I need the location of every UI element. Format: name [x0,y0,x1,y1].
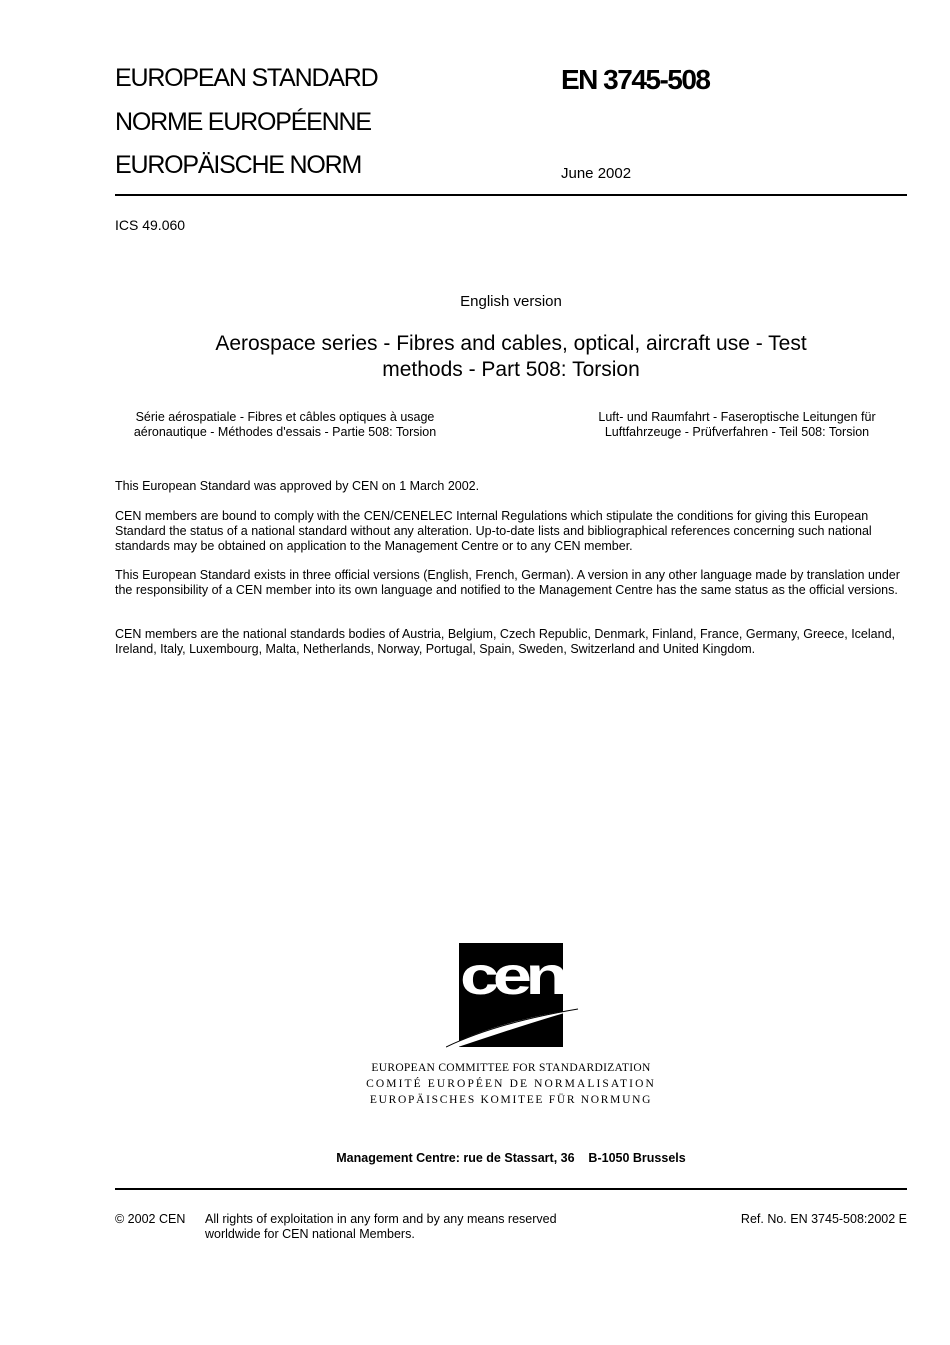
committee-name-english: EUROPEAN COMMITTEE FOR STANDARDIZATION [371,1062,651,1074]
compliance-paragraph: CEN members are bound to comply with the CEN/CENELEC Internal Regulations which stipulate the conditions for giving this European Standard the status of a national standard without any alteration. Up-to-date lists and bibliographical references concerning such national standards may be obtained on application to the Management Centre or to any CEN member. [115,509,872,553]
header-divider [115,194,907,196]
approval-paragraph: This European Standard was approved by CEN on 1 March 2002. [115,479,480,493]
copyright-notice: © 2002 CEN [115,1212,186,1226]
members-paragraph: CEN members are the national standards bodies of Austria, Belgium, Czech Republic, Denmark, Finland, France, Germany, Greece, Iceland, Ireland, Italy, Luxembourg, Malta, Netherlands, Norway, Portugal, Spain, Sweden, Switzerland and United Kingdom. [115,627,895,656]
document-title: Aerospace series - Fibres and cables, optical, aircraft use - Test methods - Part 508: Torsion [215,332,807,381]
cen-logo-text: cen [460,946,565,1006]
standard-number: EN 3745-508 [561,64,710,95]
rights-statement: All rights of exploitation in any form and by any means reserved worldwide for CEN national Members. [205,1212,557,1241]
standard-title-french: NORME EUROPÉENNE [115,108,371,136]
standard-title-english: EUROPEAN STANDARD [115,64,378,92]
ics-code: ICS 49.060 [115,217,186,233]
language-version: English version [460,293,562,310]
management-centre-address: Management Centre: rue de Stassart, 36 B-1050 Brussels [336,1151,686,1165]
versions-paragraph: This European Standard exists in three official versions (English, French, German). A version in any other language made by translation under the responsibility of a CEN member into its own language and notified to the Management Centre has the same status as the official versions. [115,568,900,597]
standard-title-german: EUROPÄISCHE NORM [115,151,362,179]
cen-logo-icon [446,943,580,1051]
committee-name-german: EUROPÄISCHES KOMITEE FÜR NORMUNG [369,1094,653,1106]
german-title: Luft- und Raumfahrt - Faseroptische Leitungen für Luftfahrzeuge - Prüfverfahren - Teil 508: Torsion [598,410,876,439]
french-title: Série aérospatiale - Fibres et câbles optiques à usage aéronautique - Méthodes d'essais - Partie 508: Torsion [133,410,437,439]
reference-number: Ref. No. EN 3745-508:2002 E [740,1212,907,1226]
publication-date: June 2002 [561,165,632,182]
footer-divider [115,1188,907,1190]
committee-name-french: COMITÉ EUROPÉEN DE NORMALISATION [366,1078,656,1090]
